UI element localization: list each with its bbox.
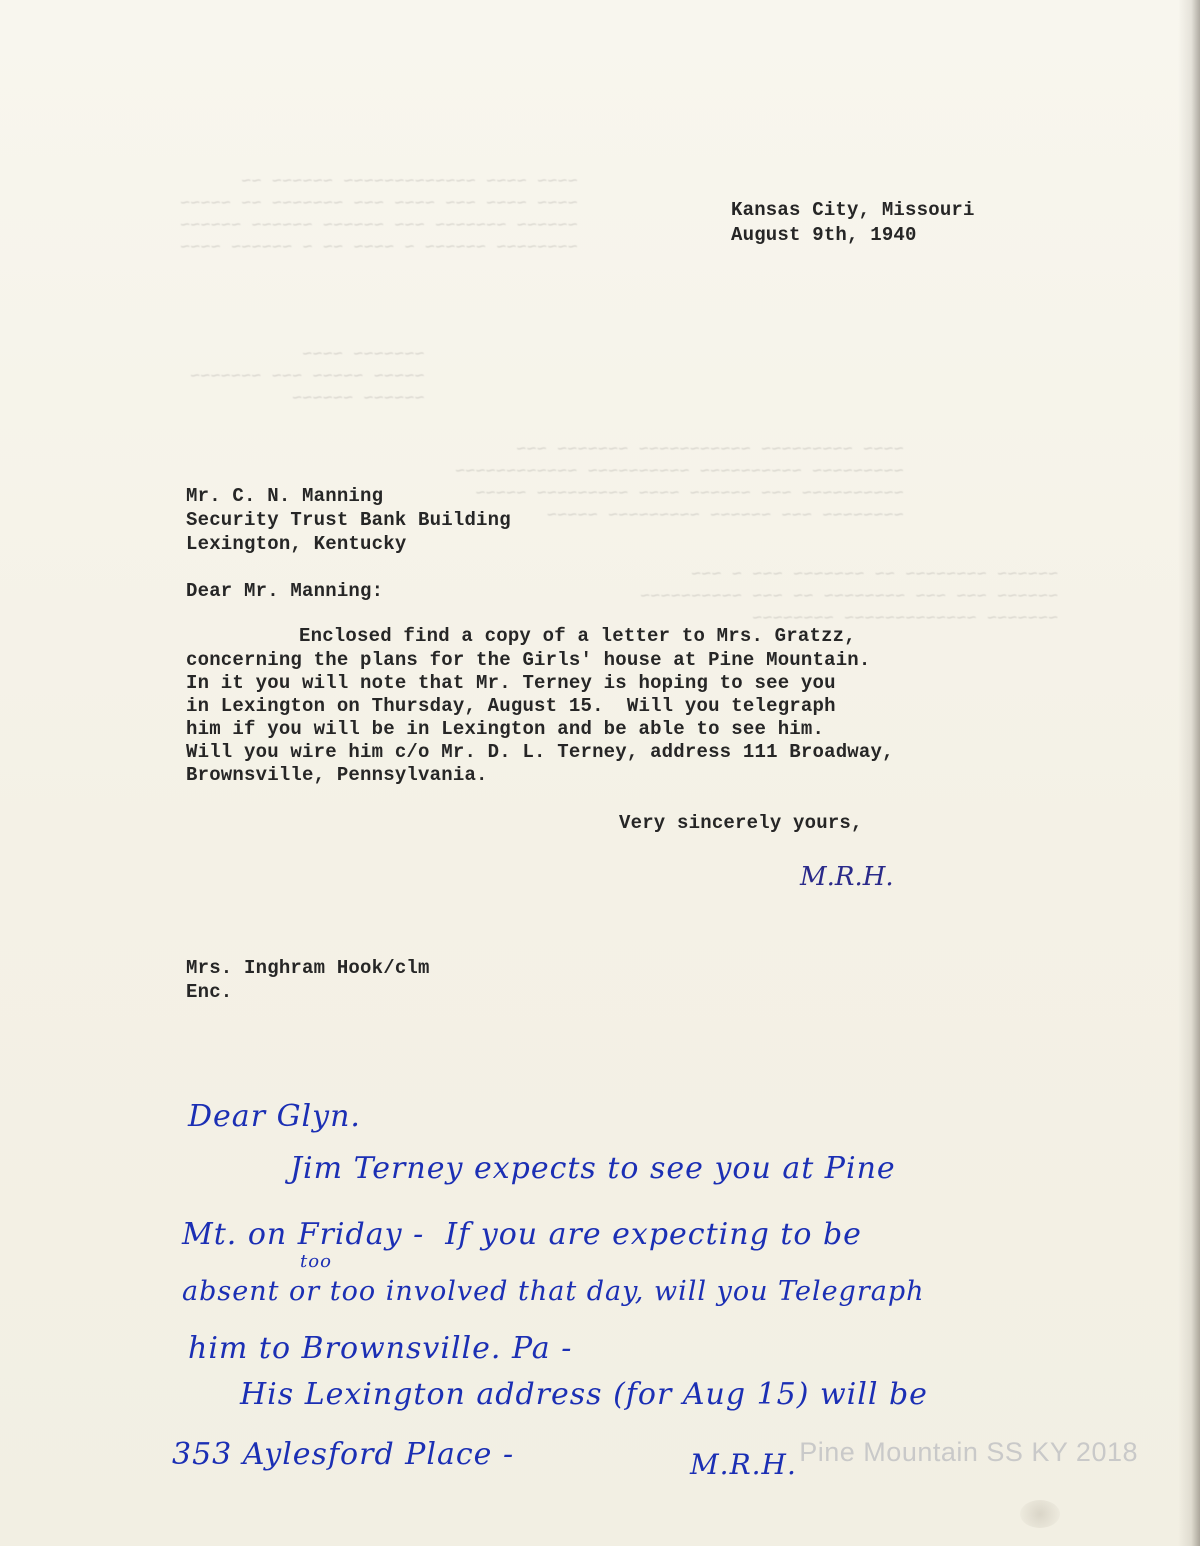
letter-date: August 9th, 1940	[731, 224, 917, 246]
caret-insert: too	[300, 1251, 332, 1272]
note-line: him to Brownsville. Pa -	[188, 1331, 573, 1366]
body-line: Will you wire him c/o Mr. D. L. Terney, address 111 Broadway,	[186, 741, 894, 763]
bleed-through-text-4: ~~~~~~ ~~~~~~~~ ~~ ~~~~~~~ ~~~ ~ ~~~ ~~~~~~ ~~~ ~~~ ~~~~~~~~ ~~ ~~~ ~~~~~~~~~~ ~~~~~~~ ~~~~~~~~~~~~~ ~~~~~~~~	[640, 566, 1059, 629]
body-line: concerning the plans for the Girls' house at Pine Mountain.	[186, 649, 871, 671]
bleed-through-text: ~~~~ ~~~~ ~~~~~~~~~~~~~ ~~~~~~ ~~ ~~~~ ~~~~ ~~~ ~~~~ ~~~ ~~~~~~~ ~~ ~~~~~ ~~~~~~ ~~~~~~~ ~~~ ~~~~~~ ~~~~~~ ~~~~~~ ~~~~~~~~ ~~~~~~ ~ ~~~~ ~~ ~ ~~~~~~ ~~~~	[180, 173, 578, 258]
recipient-name: Mr. C. N. Manning	[186, 485, 384, 507]
watermark: Pine Mountain SS KY 2018	[799, 1437, 1138, 1467]
body-line: in Lexington on Thursday, August 15. Will you telegraph	[186, 695, 836, 717]
bleed-through-text-2: ~~~~~~~ ~~~~ ~~~~~ ~~~~~ ~~~ ~~~~~~~ ~~~~~~ ~~~~~~	[190, 346, 425, 409]
signature-initials: M.R.H.	[800, 862, 894, 892]
note-line: His Lexington address (for Aug 15) will be	[240, 1377, 928, 1412]
note-line: 353 Aylesford Place -	[172, 1437, 515, 1472]
bleed-through-text-3: ~~~~ ~~~~~~~~~ ~~~~~~~~~~~ ~~~~~~~ ~~~ ~~~~~~~~~ ~~~~~~~~~~ ~~~~~~~~~~ ~~~~~~~~~~~~ ~~~~~~~~~~ ~~~ ~~~~~~ ~~~~ ~~~~~~~~~ ~~~~~ ~~~~~~~~ ~~~ ~~~~~~ ~~~~~~~~~ ~~~~~	[455, 441, 904, 526]
letter-place: Kansas City, Missouri	[731, 199, 975, 221]
note-initials: M.R.H.	[690, 1448, 797, 1481]
paper-stain	[1020, 1500, 1060, 1528]
paper-edge-shadow	[1178, 0, 1200, 1546]
note-line: Jim Terney expects to see you at Pine	[290, 1151, 896, 1186]
closing: Very sincerely yours,	[619, 812, 863, 834]
sender-line: Mrs. Inghram Hook/clm	[186, 957, 430, 979]
recipient-building: Security Trust Bank Building	[186, 509, 511, 531]
body-line: Enclosed find a copy of a letter to Mrs. Gratzz,	[299, 625, 856, 647]
body-line: him if you will be in Lexington and be able to see him.	[186, 718, 825, 740]
note-line: Mt. on Friday - If you are expecting to be	[182, 1217, 862, 1252]
note-line: absent or too involved that day, will you Telegraph	[182, 1276, 925, 1307]
salutation: Dear Mr. Manning:	[186, 580, 384, 602]
enclosure-line: Enc.	[186, 981, 233, 1003]
note-line: Dear Glyn.	[188, 1099, 361, 1134]
body-line: In it you will note that Mr. Terney is hoping to see you	[186, 672, 836, 694]
body-line: Brownsville, Pennsylvania.	[186, 764, 488, 786]
recipient-city: Lexington, Kentucky	[186, 533, 407, 555]
